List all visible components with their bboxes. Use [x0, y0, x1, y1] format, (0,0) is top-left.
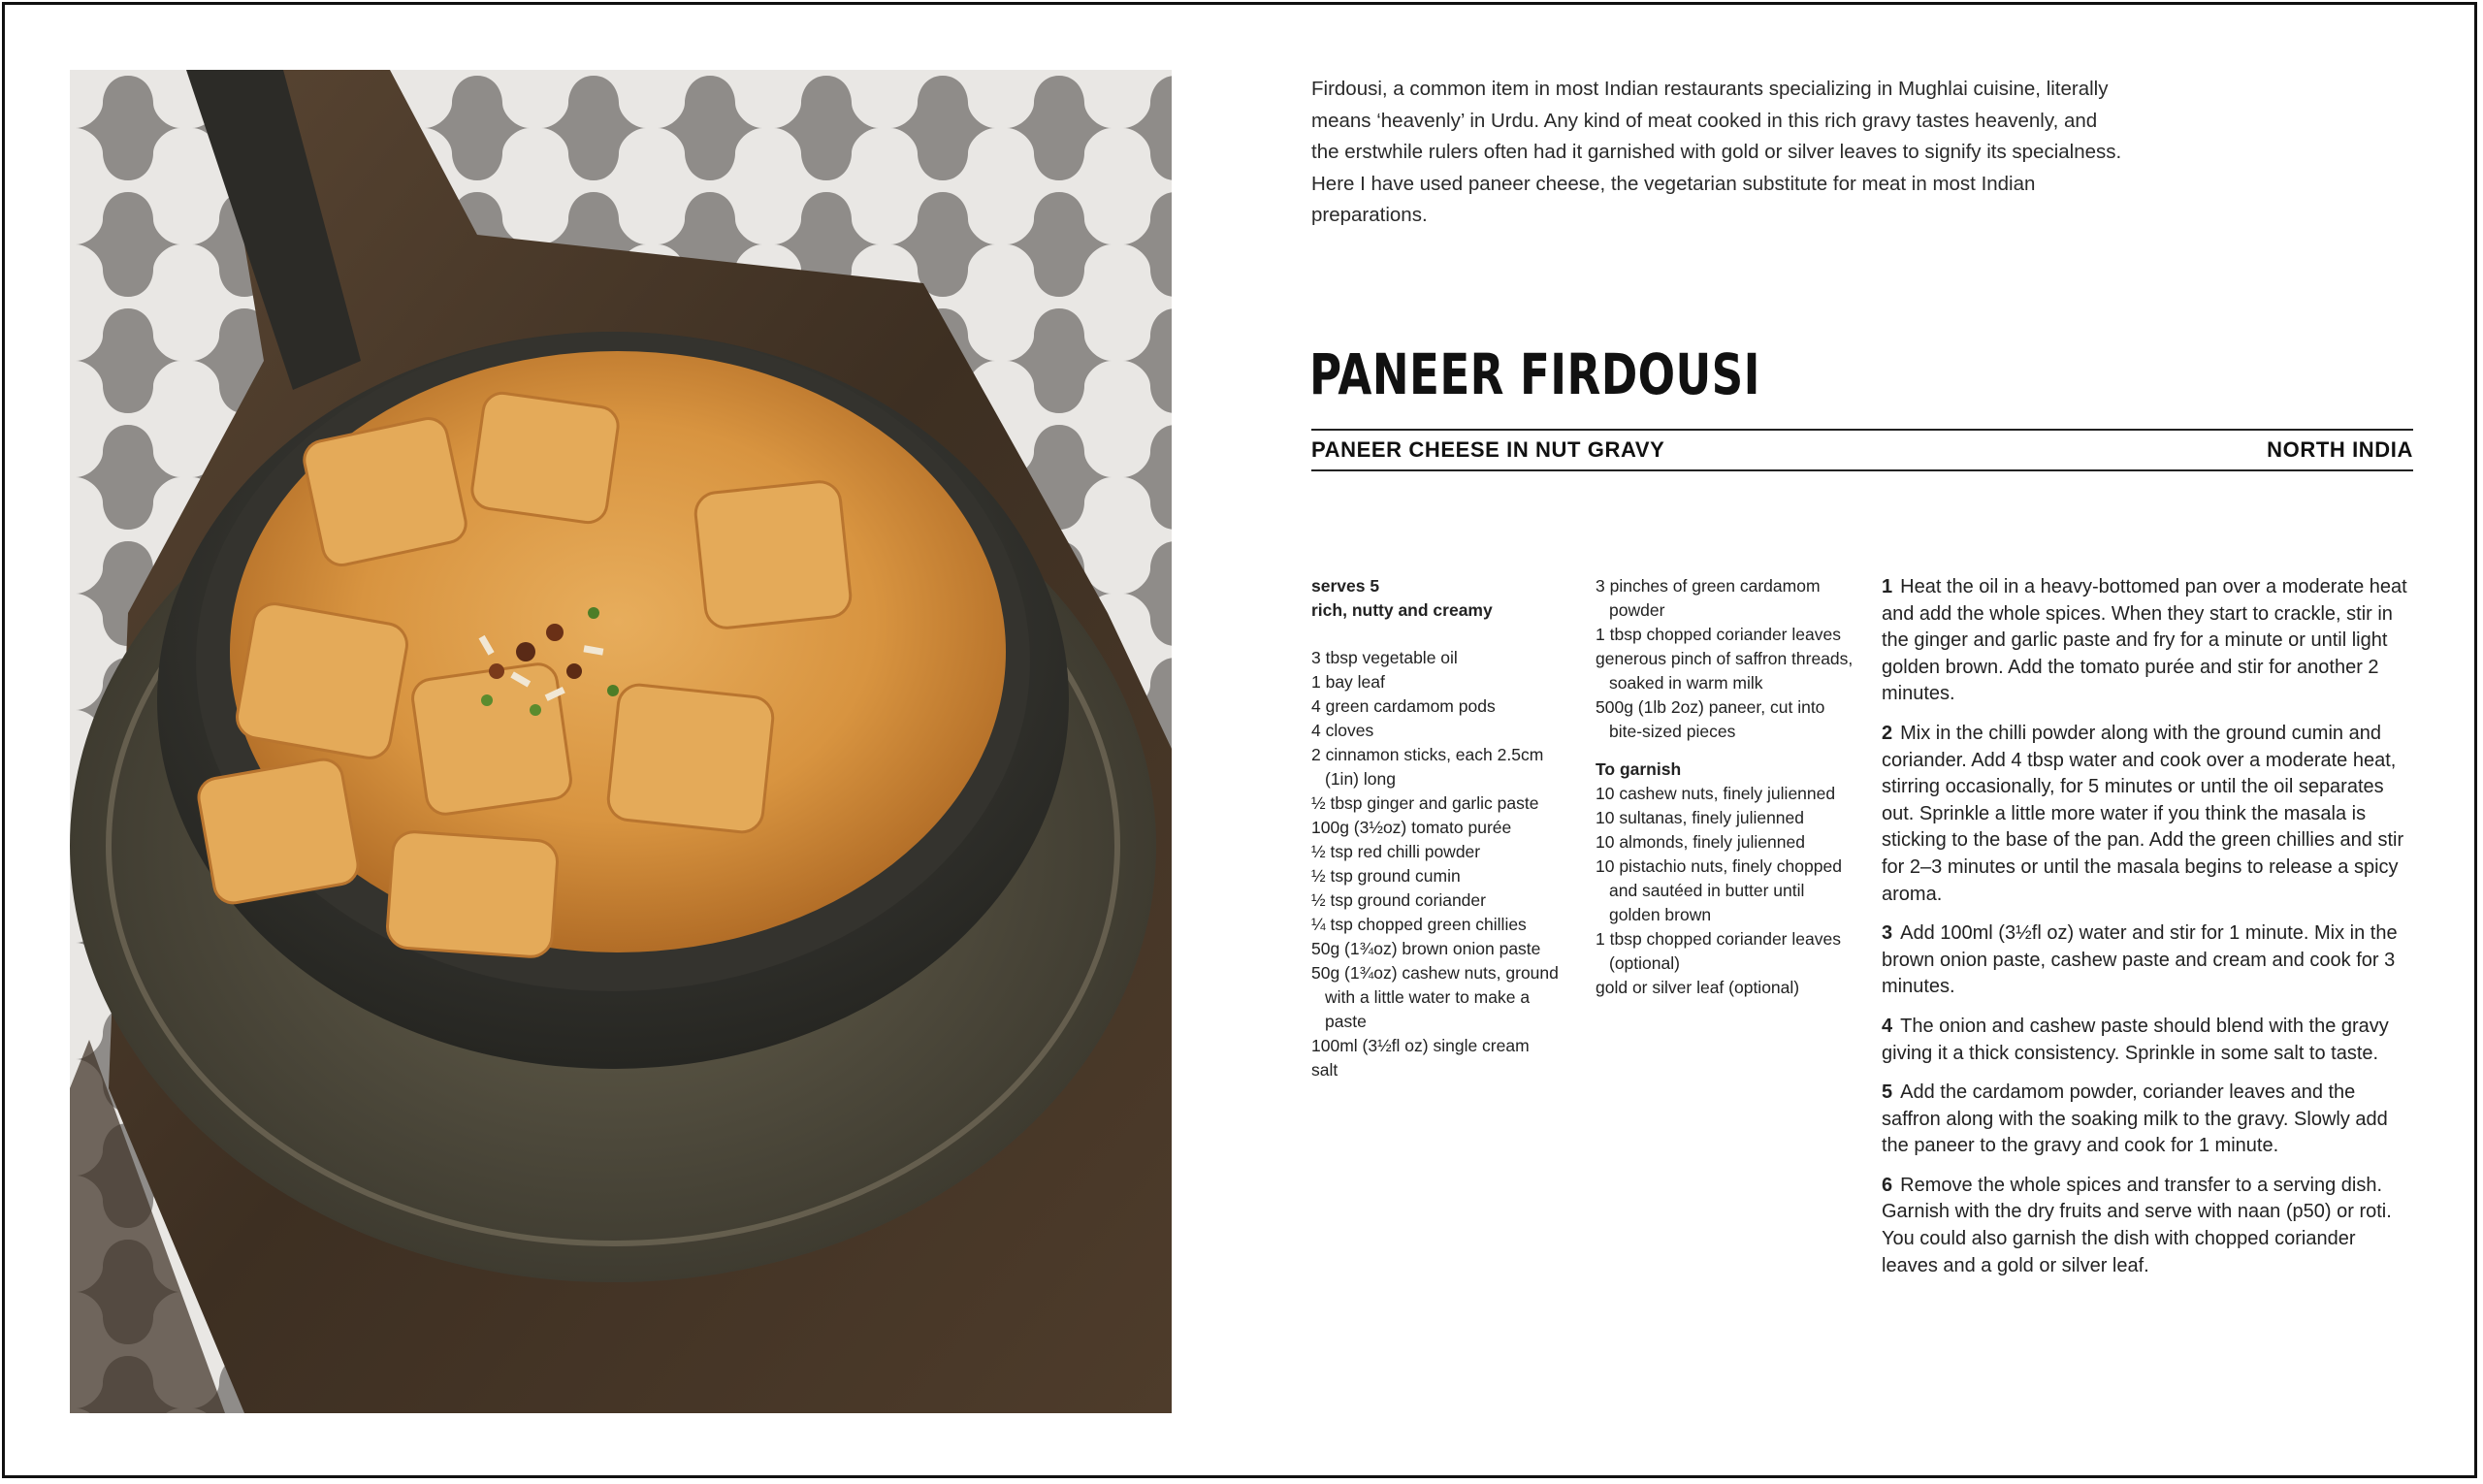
garnish-item: gold or silver leaf (optional): [1596, 978, 1800, 997]
ingredient-item: 3 pinches of green cardamom powder: [1596, 576, 1821, 620]
subtitle-bar: [1311, 437, 2413, 463]
method-step: [1882, 1080, 2415, 1160]
step-text: Add 100ml (3½fl oz) water and stir for 1 minute. Mix in the brown onion paste, cashew paste and cream and cook for 3 minutes.: [1882, 922, 2398, 998]
garnish-item: 1 tbsp chopped coriander leaves (optional): [1596, 929, 1841, 973]
garnish-item: 10 almonds, finely julienned: [1596, 832, 1805, 852]
ingredient-item: 50g (1¾oz) cashew nuts, ground with a little water to make a paste: [1311, 963, 1559, 1031]
method-step: [1882, 1173, 2415, 1279]
recipe-region: NORTH INDIA: [2267, 437, 2413, 462]
step-number: 2: [1882, 722, 1893, 744]
method-step: [1882, 721, 2415, 908]
ingredient-item: salt: [1311, 1060, 1338, 1080]
ingredient-item: ½ tsp ground coriander: [1311, 890, 1486, 910]
step-number: 1: [1882, 576, 1893, 597]
title-rule-bottom: [1311, 469, 2413, 471]
method-step: [1882, 920, 2415, 1001]
step-number: 4: [1882, 1015, 1893, 1037]
step-text: Mix in the chilli powder along with the ground cumin and coriander. Add 4 tbsp water and cook over a moderate heat, stirring occasionally, for 5 minutes or until the oil separates out. Sprinkle a little more water if you think the masala is sticking to the base of the pan. Add the green chillies and stir for 2–3 minutes or until the masala begins to release a spicy aroma.: [1882, 722, 2404, 905]
step-number: 3: [1882, 922, 1893, 945]
ingredient-item: generous pinch of saffron threads, soaked in warm milk: [1596, 649, 1854, 693]
intro-paragraph: Firdousi, a common item in most Indian restaurants specializing in Mughlai cuisine, literally means ‘heavenly’ in Urdu. Any kind of meat cooked in this rich gravy tastes heavenly, and the erstwhile rulers often had it garnished with gold or silver leaves to signify its specialness. Here I have used paneer cheese, the vegetarian substitute for meat in most Indian preparations.: [1311, 78, 2122, 226]
method-step: [1882, 1014, 2415, 1067]
method-column: [1882, 574, 2415, 1292]
ingredient-item: ¼ tsp chopped green chillies: [1311, 915, 1527, 934]
dish-photo: [70, 70, 1172, 1413]
ingredient-item: ½ tsp red chilli powder: [1311, 842, 1481, 861]
ingredients-column-2: [1596, 574, 1857, 1000]
ingredient-item: 3 tbsp vegetable oil: [1311, 648, 1458, 667]
step-number: 6: [1882, 1174, 1893, 1196]
ingredient-item: 50g (1¾oz) brown onion paste: [1311, 939, 1541, 958]
title-rule-top: [1311, 429, 2413, 431]
recipe-subtitle: PANEER CHEESE IN NUT GRAVY: [1311, 437, 1665, 462]
recipe-tagline: rich, nutty and creamy: [1311, 600, 1493, 620]
ingredient-item: 100ml (3½fl oz) single cream: [1311, 1036, 1530, 1055]
serves-label: serves 5: [1311, 576, 1380, 596]
ingredient-item: 500g (1lb 2oz) paneer, cut into bite-sized pieces: [1596, 697, 1825, 741]
ingredient-item: 1 tbsp chopped coriander leaves: [1596, 625, 1841, 644]
step-text: Add the cardamom powder, coriander leaves and the saffron along with the soaking milk to the gravy. Slowly add the paneer to the gravy and cook for 1 minute.: [1882, 1081, 2388, 1157]
ingredient-item: ½ tsp ground cumin: [1311, 866, 1461, 886]
step-text: Remove the whole spices and transfer to a serving dish. Garnish with the dry fruits and serve with naan (p50) or roti. You could also garnish the dish with chopped coriander leaves and a gold or silver leaf.: [1882, 1174, 2392, 1276]
ingredient-item: 2 cinnamon sticks, each 2.5cm (1in) long: [1311, 745, 1544, 789]
method-step: [1882, 574, 2415, 708]
step-number: 5: [1882, 1081, 1893, 1104]
garnish-item: 10 sultanas, finely julienned: [1596, 808, 1805, 827]
step-text: The onion and cashew paste should blend with the gravy giving it a thick consistency. Sprinkle in some salt to taste.: [1882, 1015, 2389, 1064]
garnish-heading: To garnish: [1596, 759, 1682, 779]
garnish-item: 10 pistachio nuts, finely chopped and sautéed in butter until golden brown: [1596, 856, 1842, 924]
ingredient-item: 100g (3½oz) tomato purée: [1311, 818, 1512, 837]
ingredient-item: 4 cloves: [1311, 721, 1374, 740]
recipe-title: PANEER FIRDOUSI: [1309, 341, 1760, 407]
ingredient-item: ½ tbsp ginger and garlic paste: [1311, 793, 1539, 813]
step-text: Heat the oil in a heavy-bottomed pan over a moderate heat and add the whole spices. When they start to crackle, stir in the ginger and garlic paste and fry for a minute or until light golden brown. Add the tomato purée and stir for another 2 minutes.: [1882, 576, 2407, 705]
ingredient-item: 1 bay leaf: [1311, 672, 1385, 692]
garnish-item: 10 cashew nuts, finely julienned: [1596, 784, 1836, 803]
ingredient-item: 4 green cardamom pods: [1311, 696, 1496, 716]
paneer-dish-image: [70, 70, 1172, 1413]
ingredients-column-1: [1311, 574, 1573, 1082]
